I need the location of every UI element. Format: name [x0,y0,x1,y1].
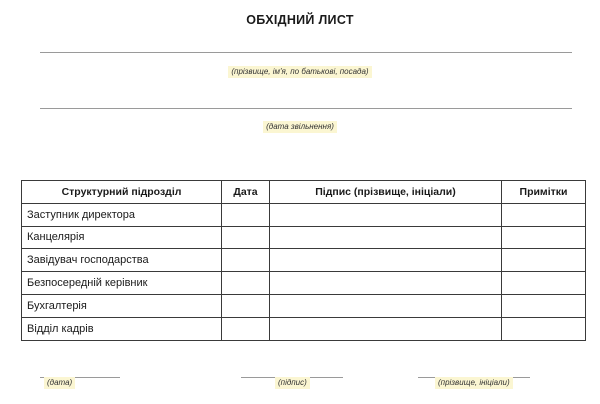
date-cell[interactable] [222,203,270,226]
notes-cell[interactable] [502,272,586,295]
department-cell: Відділ кадрів [22,317,222,340]
department-cell: Канцелярія [22,226,222,249]
date-cell[interactable] [222,249,270,272]
notes-cell[interactable] [502,226,586,249]
signature-cell[interactable] [270,249,502,272]
footer-name-caption: (прізвище, ініціали) [435,377,513,389]
department-cell: Бухгалтерія [22,294,222,317]
name-position-caption [0,67,600,76]
header-date: Дата [222,181,270,204]
dismissal-date-caption [0,122,600,131]
department-cell: Безпосередній керівник [22,272,222,295]
dismissal-date-caption-text: (дата звільнення) [263,121,337,133]
name-position-line[interactable] [40,52,572,53]
header-department: Структурний підрозділ [22,181,222,204]
date-cell[interactable] [222,226,270,249]
department-cell: Заступник директора [22,203,222,226]
name-position-caption-text: (прізвище, ім'я, по батькові, посада) [228,66,371,78]
footer-signature-caption: (підпис) [275,377,310,389]
date-cell[interactable] [222,272,270,295]
footer-date-caption: (дата) [44,377,75,389]
notes-cell[interactable] [502,317,586,340]
dismissal-date-line[interactable] [40,108,572,109]
table-header-row [22,181,586,204]
notes-cell[interactable] [502,203,586,226]
signature-cell[interactable] [270,272,502,295]
header-signature: Підпис (прізвище, ініціали) [270,181,502,204]
signature-cell[interactable] [270,226,502,249]
table-row [22,203,586,226]
table-row [22,317,586,340]
notes-cell[interactable] [502,294,586,317]
table-row [22,226,586,249]
signature-cell[interactable] [270,294,502,317]
date-cell[interactable] [222,294,270,317]
notes-cell[interactable] [502,249,586,272]
page-title: ОБХІДНИЙ ЛИСТ [246,13,354,27]
header-notes: Примітки [502,181,586,204]
signature-cell[interactable] [270,203,502,226]
table-row [22,294,586,317]
table-row [22,272,586,295]
date-cell[interactable] [222,317,270,340]
department-cell: Завідувач господарства [22,249,222,272]
signature-cell[interactable] [270,317,502,340]
table-row [22,249,586,272]
clearance-table [21,180,586,341]
